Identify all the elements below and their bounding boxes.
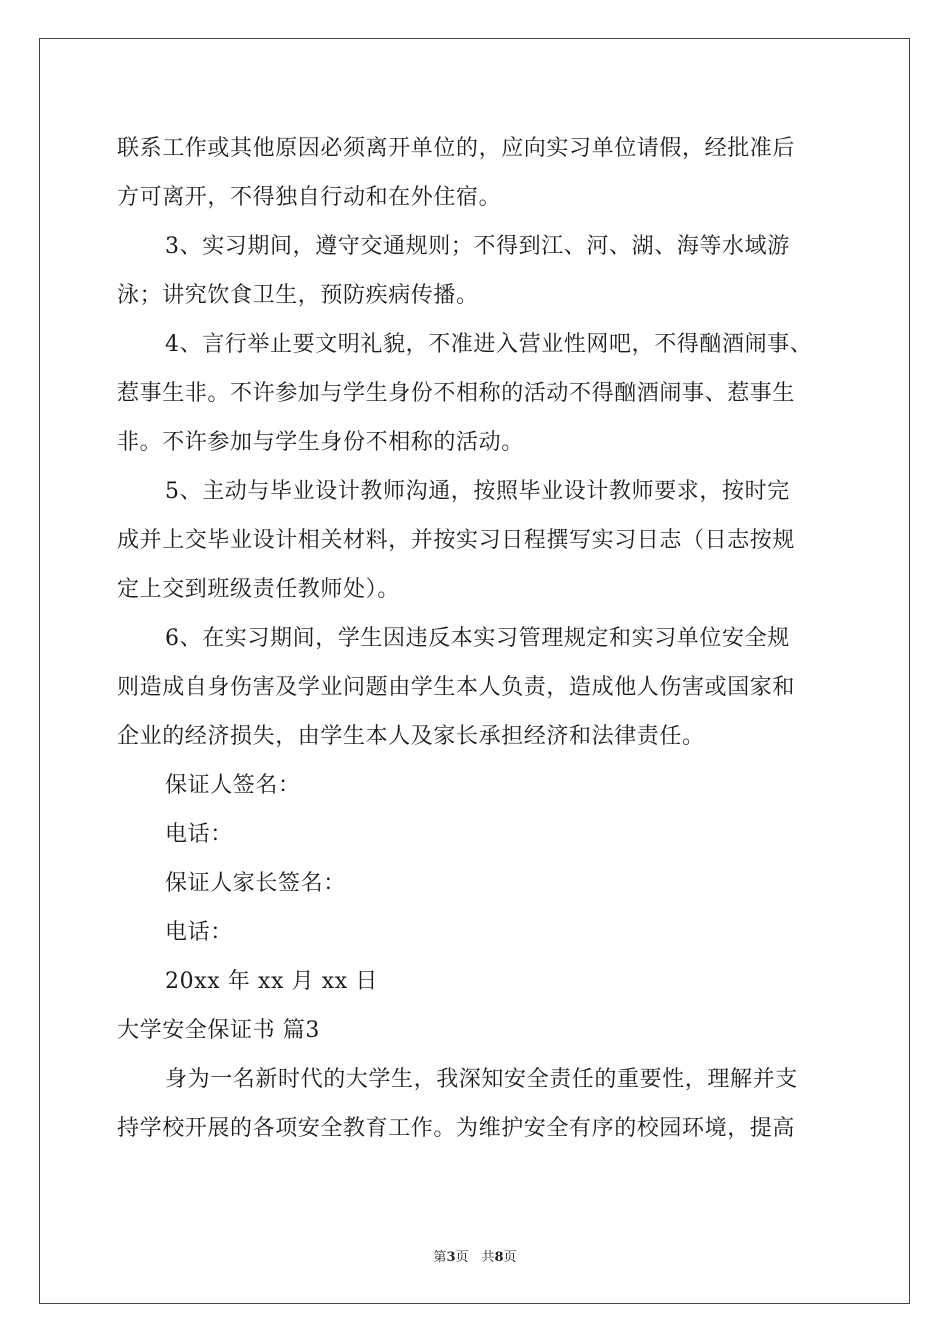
text-line: 定上交到班级责任教师处）。: [117, 577, 400, 602]
text-line: 非。不许参加与学生身份不相称的活动。: [117, 430, 524, 455]
text-line: 5、主动与毕业设计教师沟通，按照毕业设计教师要求，按时完: [165, 479, 790, 504]
signature-parent-label: 保证人家长签名：: [165, 871, 346, 896]
text-line: 成并上交毕业设计相关材料，并按实习日程撰写实习日志（日志按规: [117, 528, 796, 553]
text-line: 持学校开展的各项安全教育工作。为维护安全有序的校园环境，提高: [117, 1116, 796, 1141]
text-line: 企业的经济损失，由学生本人及家长承担经济和法律责任。: [117, 724, 705, 749]
phone-label: 电话：: [165, 822, 233, 847]
text-line: 身为一名新时代的大学生，我深知安全责任的重要性，理解并支: [165, 1067, 798, 1092]
text-line: 4、言行举止要文明礼貌，不准进入营业性网吧，不得酗酒闹事、: [165, 332, 813, 357]
section-heading: 大学安全保证书 篇3: [117, 1018, 320, 1043]
text-line: 联系工作或其他原因必须离开单位的，应向实习单位请假，经批准后: [117, 136, 796, 161]
text-line: 3、实习期间，遵守交通规则；不得到江、河、湖、海等水域游: [165, 234, 790, 259]
page-footer: [0, 1246, 950, 1265]
document-body: [117, 124, 837, 1153]
text-line: 则造成自身伤害及学业问题由学生本人负责，造成他人伤害或国家和: [117, 675, 796, 700]
phone-label: 电话：: [165, 920, 233, 945]
date-line: 20xx 年 xx 月 xx 日: [165, 969, 379, 994]
text-line: 惹事生非。不许参加与学生身份不相称的活动不得酗酒闹事、惹事生: [117, 381, 796, 406]
text-line: 方可离开，不得独自行动和在外住宿。: [117, 185, 502, 210]
text-line: 泳；讲究饮食卫生，预防疾病传播。: [117, 283, 479, 308]
signature-guarantor-label: 保证人签名：: [165, 773, 301, 798]
page-current: 3: [446, 1250, 456, 1265]
text-line: 6、在实习期间，学生因违反本实习管理规定和实习单位安全规: [165, 626, 790, 651]
page-suffix: 页: [503, 1250, 517, 1265]
page-mid: 页 共: [455, 1250, 495, 1265]
page-total: 8: [494, 1250, 504, 1265]
page-prefix: 第: [433, 1250, 447, 1265]
